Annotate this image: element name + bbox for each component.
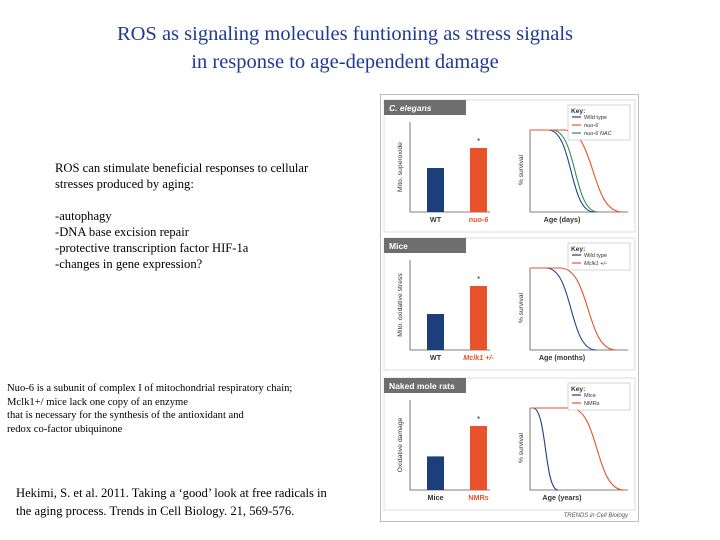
- panel: [384, 238, 635, 370]
- title-line: ROS as signaling molecules funtioning as stress signals: [116, 23, 574, 45]
- intro-text: [55, 160, 365, 272]
- note-line: that is necessary for the synthesis of the antioxidant and: [7, 410, 244, 421]
- bullet-item: -autophagy: [55, 209, 112, 223]
- title-line: in response to age-dependent damage: [191, 51, 499, 73]
- key-entry: Mice: [584, 393, 596, 399]
- bar-y-label: Mito. superoxide: [397, 142, 404, 192]
- panel: [384, 378, 635, 510]
- bar-y-label: Mito. oxidative stress: [397, 273, 404, 337]
- intro-line: ROS can stimulate beneficial responses to cellular: [55, 161, 309, 175]
- key-title: Key:: [571, 108, 586, 115]
- bar: [470, 148, 487, 212]
- significance-mark: *: [476, 137, 481, 146]
- bullet-item: -DNA base excision repair: [55, 225, 189, 239]
- panel: [384, 100, 635, 232]
- bar-category-label: Mice: [427, 493, 444, 502]
- bar-y-label: Oxidative damage: [397, 417, 404, 473]
- survival-y-label: % survival: [518, 432, 525, 464]
- key-entry: Wild type: [584, 253, 608, 259]
- intro-line: stresses produced by aging:: [55, 177, 194, 191]
- spacer: [55, 192, 365, 208]
- note-line: Nuo-6 is a subunit of complex I of mitochondrial respiratory chain;: [7, 383, 293, 394]
- survival-x-label: Age (months): [538, 353, 586, 362]
- bar-category-label: WT: [429, 353, 442, 362]
- survival-y-label: % survival: [518, 154, 525, 186]
- bar-category-label: Mclk1 +/-: [463, 353, 494, 362]
- bar: [427, 168, 444, 212]
- bar: [427, 456, 444, 490]
- source-label: TRENDS in Cell Biology: [563, 513, 628, 519]
- bar: [470, 286, 487, 350]
- key-entry: Wild type: [584, 115, 608, 121]
- figure: [380, 94, 639, 522]
- key-title: Key:: [571, 246, 586, 253]
- bar: [470, 426, 487, 490]
- significance-mark: *: [476, 275, 481, 284]
- citation-line: the aging process. Trends in Cell Biology. 21, 569-576.: [16, 504, 295, 518]
- panel-organism: Mice: [389, 241, 408, 251]
- bar-category-label: nuo-6: [468, 215, 489, 224]
- key-entry: nuo-6: [584, 123, 599, 129]
- note-line: Mclk1+/ mice lack one copy of an enzyme: [7, 396, 188, 408]
- survival-y-label: % survival: [518, 292, 525, 324]
- bullet-item: -protective transcription factor HIF-1a: [55, 241, 249, 255]
- panel-organism: Naked mole rats: [389, 381, 455, 391]
- panel-organism: C. elegans: [389, 103, 432, 113]
- bar: [427, 314, 444, 350]
- key-entry: Mclk1 +/-: [584, 261, 607, 267]
- survival-x-label: Age (years): [542, 493, 582, 502]
- key-entry: nuo-6 NAC: [584, 131, 612, 137]
- significance-mark: *: [476, 415, 481, 424]
- nuo-note: [7, 382, 367, 436]
- citation-line: Hekimi, S. et al. 2011. Taking a ‘good’ look at free radicals in: [16, 486, 327, 500]
- key-title: Key:: [571, 386, 586, 393]
- note-line: redox co-factor ubiquinone: [7, 423, 123, 435]
- slide-title: [0, 20, 690, 76]
- key-entry: NMRs: [584, 401, 600, 407]
- citation: [16, 484, 372, 520]
- survival-x-label: Age (days): [543, 215, 581, 224]
- bar-category-label: NMRs: [468, 493, 489, 502]
- bar-category-label: WT: [429, 215, 442, 224]
- bullet-item: -changes in gene expression?: [55, 257, 203, 271]
